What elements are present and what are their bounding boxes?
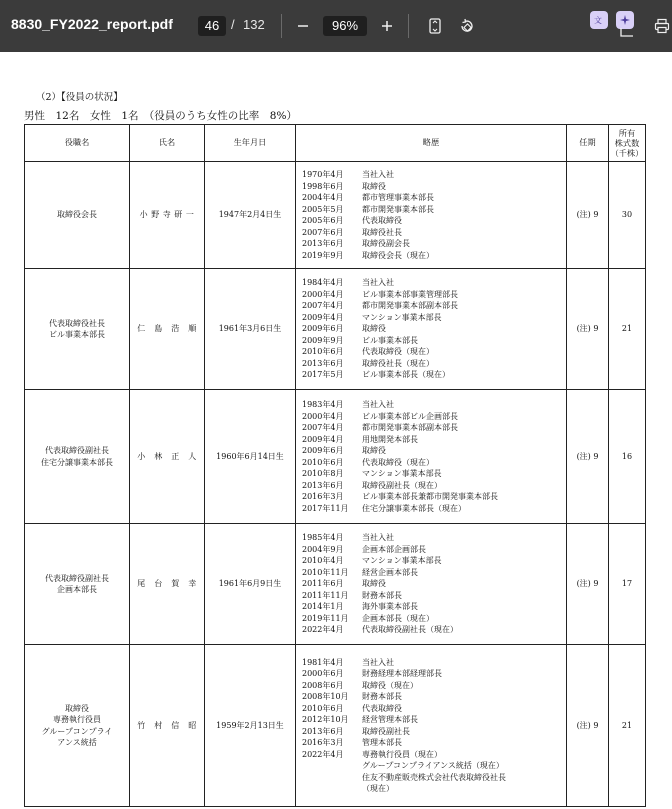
officer-name: 小 野 寺 研 一: [130, 162, 205, 269]
career-entry: [302, 703, 566, 715]
header-shares: [609, 125, 646, 162]
career-text: 代表取締役（現在）: [362, 347, 434, 357]
pdf-toolbar: [0, 0, 672, 52]
career-date: 2013年6月: [302, 358, 344, 368]
career-entry: [302, 238, 566, 250]
career-date: 2017年5月: [302, 370, 344, 380]
career-entry: [302, 491, 566, 503]
career-entry: [302, 215, 566, 227]
career-text: 当社入社: [362, 278, 394, 288]
header-term: 任期: [567, 125, 609, 162]
officer-row: [25, 645, 646, 807]
officer-row: [25, 524, 646, 645]
career-entry: [302, 624, 566, 636]
career-entry: [302, 737, 566, 749]
career-date: 1998年6月: [302, 181, 344, 191]
career-date: 2019年11月: [302, 613, 349, 623]
career-text: 住友不動産販売株式会社代表取締役社長: [362, 772, 506, 782]
career-entry: [302, 657, 566, 669]
career-text: 取締役会長（現在）: [362, 250, 434, 260]
officer-term: (注) 9: [567, 390, 609, 524]
career-entry: [302, 181, 566, 193]
header-position: 役職名: [25, 125, 130, 162]
career-entry: [302, 783, 566, 795]
officer-career: [296, 269, 567, 390]
career-entry: [302, 422, 566, 434]
career-date: [302, 772, 362, 784]
career-entry: [302, 480, 566, 492]
position-line: 代表取締役社長: [49, 318, 105, 328]
career-entry: [302, 399, 566, 411]
career-text: 当社入社: [362, 400, 394, 409]
position-line: 代表取締役副社長: [45, 573, 109, 583]
header-dob: 生年月日: [205, 125, 296, 162]
fit-page-button[interactable]: [422, 12, 448, 40]
officer-position: [25, 162, 130, 269]
career-entry: [302, 335, 566, 347]
translate-icon: [593, 14, 605, 26]
career-date: 2022年4月: [302, 749, 344, 759]
career-entry: [302, 445, 566, 457]
career-date: 2010年6月: [302, 457, 344, 467]
career-date: 2013年6月: [302, 239, 344, 248]
career-date: 2016年3月: [302, 492, 344, 501]
officer-position: [25, 524, 130, 645]
translate-button[interactable]: [590, 11, 608, 29]
officer-shares: 21: [609, 645, 646, 807]
career-entry: [302, 578, 566, 590]
career-text: 財務本部長: [362, 590, 402, 600]
career-text: 取締役（現在）: [362, 680, 418, 690]
career-date: 2010年6月: [302, 347, 344, 357]
officer-row: [25, 390, 646, 524]
career-entry: [302, 772, 566, 784]
toolbar-divider: [408, 14, 409, 38]
career-date: 2009年4月: [302, 434, 344, 444]
career-text: ビル事業本部ビル企画部長: [362, 411, 458, 421]
career-text: 取締役社長: [362, 227, 402, 237]
officer-dob: 1961年6月9日生: [205, 524, 296, 645]
career-text: 管理本部長: [362, 738, 402, 747]
career-entry: [302, 227, 566, 239]
career-date: 2009年6月: [302, 446, 344, 455]
position-line: アンス統括: [57, 738, 97, 747]
career-text: 取締役副会長: [362, 239, 410, 248]
career-date: 2022年4月: [302, 625, 344, 635]
career-text: 経営企画本部長: [362, 567, 418, 577]
file-title: 8830_FY2022_report.pdf: [11, 16, 173, 32]
officer-term: (注) 9: [567, 162, 609, 269]
officer-name: 小 林 正 人: [130, 390, 205, 524]
career-text: （現在）: [362, 784, 394, 793]
career-text: 取締役: [362, 181, 386, 191]
plus-icon: [381, 20, 393, 32]
career-date: 2010年4月: [302, 556, 344, 566]
career-date: 2007年4月: [302, 423, 344, 432]
officer-shares: 16: [609, 390, 646, 524]
officer-shares: 30: [609, 162, 646, 269]
career-entry: [302, 169, 566, 181]
officer-career: [296, 390, 567, 524]
officer-row: [25, 162, 646, 269]
career-entry: [302, 204, 566, 216]
career-text: 当社入社: [362, 170, 394, 179]
officer-career: [296, 524, 567, 645]
page-separator: /: [231, 17, 235, 32]
career-date: 2000年4月: [302, 411, 344, 421]
minus-icon: [297, 20, 309, 32]
career-entry: [302, 457, 566, 469]
career-text: グループコンプライアンス統括（現在）: [362, 761, 504, 770]
officer-term: (注) 9: [567, 524, 609, 645]
career-entry: [302, 567, 566, 579]
career-text: 都市開発事業本部副本部長: [362, 301, 458, 311]
toolbar-divider: [281, 14, 282, 38]
career-entry: [302, 613, 566, 625]
career-entry: [302, 468, 566, 480]
career-entry: [302, 590, 566, 602]
position-line: 取締役会長: [57, 210, 97, 220]
officer-position: [25, 390, 130, 524]
career-entry: [302, 691, 566, 703]
officer-dob: 1960年6月14日生: [205, 390, 296, 524]
career-text: 都市開発事業本部長: [362, 204, 434, 214]
career-text: 海外事業本部長: [362, 602, 418, 612]
career-entry: [302, 555, 566, 567]
zoom-out-button[interactable]: [290, 12, 316, 40]
career-date: 2016年3月: [302, 738, 344, 747]
career-text: 財務経理本部経理部長: [362, 669, 442, 678]
career-text: マンション事業本部長: [362, 469, 442, 478]
header-name: 氏名: [130, 125, 205, 162]
officer-name: 竹 村 信 昭: [130, 645, 205, 807]
position-line: ビル事業本部長: [49, 330, 105, 339]
officer-career: [296, 645, 567, 807]
career-entry: [302, 289, 566, 301]
fit-page-icon: [429, 18, 441, 34]
career-date: 2005年6月: [302, 216, 344, 225]
career-date: 2009年9月: [302, 335, 344, 345]
career-date: [302, 760, 362, 772]
career-date: 2000年4月: [302, 289, 344, 299]
career-text: 都市管理事業本部長: [362, 193, 434, 202]
position-line: 取締役: [65, 703, 89, 713]
career-text: マンション事業本部長: [362, 556, 442, 566]
career-text: 経営管理本部長: [362, 715, 418, 724]
career-date: 1970年4月: [302, 170, 344, 179]
career-entry: [302, 760, 566, 772]
career-text: 都市開発事業本部副本部長: [362, 423, 458, 432]
career-text: ビル事業本部長（現在）: [362, 370, 450, 380]
career-date: 2017年11月: [302, 503, 349, 513]
rotate-button[interactable]: [454, 12, 480, 40]
header-shares-line: （千株）: [610, 148, 644, 158]
section-title: （2）【役員の状況】: [36, 92, 123, 103]
career-entry: [302, 250, 566, 262]
career-date: 2007年4月: [302, 301, 344, 311]
position-line: 住宅分譲事業本部長: [41, 457, 113, 467]
career-entry: [302, 369, 566, 381]
career-entry: [302, 726, 566, 738]
career-text: 取締役: [362, 579, 386, 589]
career-date: 1981年4月: [302, 657, 344, 667]
career-text: 代表取締役（現在）: [362, 457, 434, 467]
career-date: 2012年10月: [302, 715, 349, 724]
career-entry: [302, 300, 566, 312]
career-date: 2013年6月: [302, 726, 344, 736]
career-date: [302, 783, 362, 795]
position-line: グループコンプライ: [41, 726, 113, 736]
print-button[interactable]: [652, 12, 672, 40]
career-date: 2011年6月: [302, 579, 344, 589]
career-date: 2009年4月: [302, 312, 344, 322]
career-entry: [302, 346, 566, 358]
career-entry: [302, 277, 566, 289]
career-entry: [302, 749, 566, 761]
career-date: 2014年1月: [302, 602, 344, 612]
career-entry: [302, 668, 566, 680]
position-line: 代表取締役副社長: [45, 446, 109, 455]
career-text: ビル事業本部長兼都市開発事業本部長: [362, 492, 498, 501]
career-text: 代表取締役: [362, 216, 402, 225]
position-line: 専務執行役員: [53, 715, 101, 724]
career-text: ビル事業本部事業管理部長: [362, 289, 458, 299]
career-entry: [302, 323, 566, 335]
career-text: 代表取締役: [362, 703, 402, 713]
rotate-icon: [459, 18, 475, 34]
career-date: 2004年4月: [302, 193, 344, 202]
page-total: 132: [243, 17, 265, 32]
career-text: 用地開発本部長: [362, 434, 418, 444]
career-entry: [302, 544, 566, 556]
officer-summary: 男性 12名 女性 1名 （役員のうち女性の比率 8%）: [24, 110, 297, 122]
career-text: マンション事業本部長: [362, 312, 442, 322]
officer-position: [25, 645, 130, 807]
career-date: 2007年6月: [302, 227, 344, 237]
career-date: 2004年9月: [302, 544, 344, 554]
career-text: 住宅分譲事業本部長（現在）: [362, 503, 466, 513]
career-text: 企画本部長（現在）: [362, 613, 434, 623]
officer-shares: 21: [609, 269, 646, 390]
header-career: 略歴: [296, 125, 567, 162]
career-text: 当社入社: [362, 533, 394, 543]
header-shares-line: 所有: [618, 128, 636, 138]
career-date: 1984年4月: [302, 278, 344, 288]
officer-career: [296, 162, 567, 269]
career-text: 取締役副社長: [362, 726, 410, 736]
printer-icon: [654, 18, 670, 34]
officer-term: (注) 9: [567, 645, 609, 807]
career-date: 2005年5月: [302, 204, 344, 214]
career-text: ビル事業本部長: [362, 335, 418, 345]
career-entry: [302, 192, 566, 204]
career-date: 2010年8月: [302, 469, 344, 478]
position-line: 企画本部長: [57, 585, 97, 594]
career-entry: [302, 312, 566, 324]
career-entry: [302, 532, 566, 544]
svg-text:文: 文: [594, 16, 602, 25]
career-text: 取締役: [362, 324, 386, 334]
career-date: 2010年11月: [302, 567, 349, 577]
panel-icon: [620, 27, 634, 37]
officer-dob: 1959年2月13日生: [205, 645, 296, 807]
career-entry: [302, 680, 566, 692]
officer-dob: 1947年2月4日生: [205, 162, 296, 269]
career-date: 2010年6月: [302, 703, 344, 713]
officer-name: 尾 台 賀 幸: [130, 524, 205, 645]
zoom-level-input[interactable]: 96%: [323, 16, 367, 36]
zoom-in-button[interactable]: [374, 12, 400, 40]
page-number-input[interactable]: 46: [198, 16, 226, 36]
career-entry: [302, 714, 566, 726]
career-date: 2013年6月: [302, 480, 344, 490]
career-text: 取締役副社長（現在）: [362, 480, 442, 490]
career-text: 企画本部企画部長: [362, 544, 426, 554]
career-date: 1985年4月: [302, 533, 344, 543]
career-text: 取締役: [362, 446, 386, 455]
career-date: 2009年6月: [302, 324, 344, 334]
officer-dob: 1961年3月6日生: [205, 269, 296, 390]
career-date: 2008年6月: [302, 680, 344, 690]
career-entry: [302, 503, 566, 515]
career-text: 代表取締役副社長（現在）: [362, 625, 458, 635]
career-entry: [302, 411, 566, 423]
officer-shares: 17: [609, 524, 646, 645]
career-date: 2008年10月: [302, 692, 349, 701]
copilot-panel-button[interactable]: [616, 22, 638, 42]
career-entry: [302, 358, 566, 370]
career-entry: [302, 601, 566, 613]
header-shares-line: 株式数: [614, 138, 640, 148]
career-date: 2011年11月: [302, 590, 349, 600]
career-text: 取締役社長（現在）: [362, 358, 434, 368]
career-text: 財務本部長: [362, 692, 402, 701]
officers-table: [24, 124, 646, 807]
career-entry: [302, 434, 566, 446]
officer-name: 仁 島 浩 順: [130, 269, 205, 390]
career-date: 2019年9月: [302, 250, 344, 260]
table-header-row: [25, 125, 646, 162]
career-text: 専務執行役員（現在）: [362, 749, 442, 759]
officer-term: (注) 9: [567, 269, 609, 390]
career-date: 1983年4月: [302, 400, 344, 409]
career-text: 当社入社: [362, 657, 394, 667]
career-date: 2000年6月: [302, 669, 344, 678]
officer-row: [25, 269, 646, 390]
officer-position: [25, 269, 130, 390]
document-page: [0, 52, 672, 809]
